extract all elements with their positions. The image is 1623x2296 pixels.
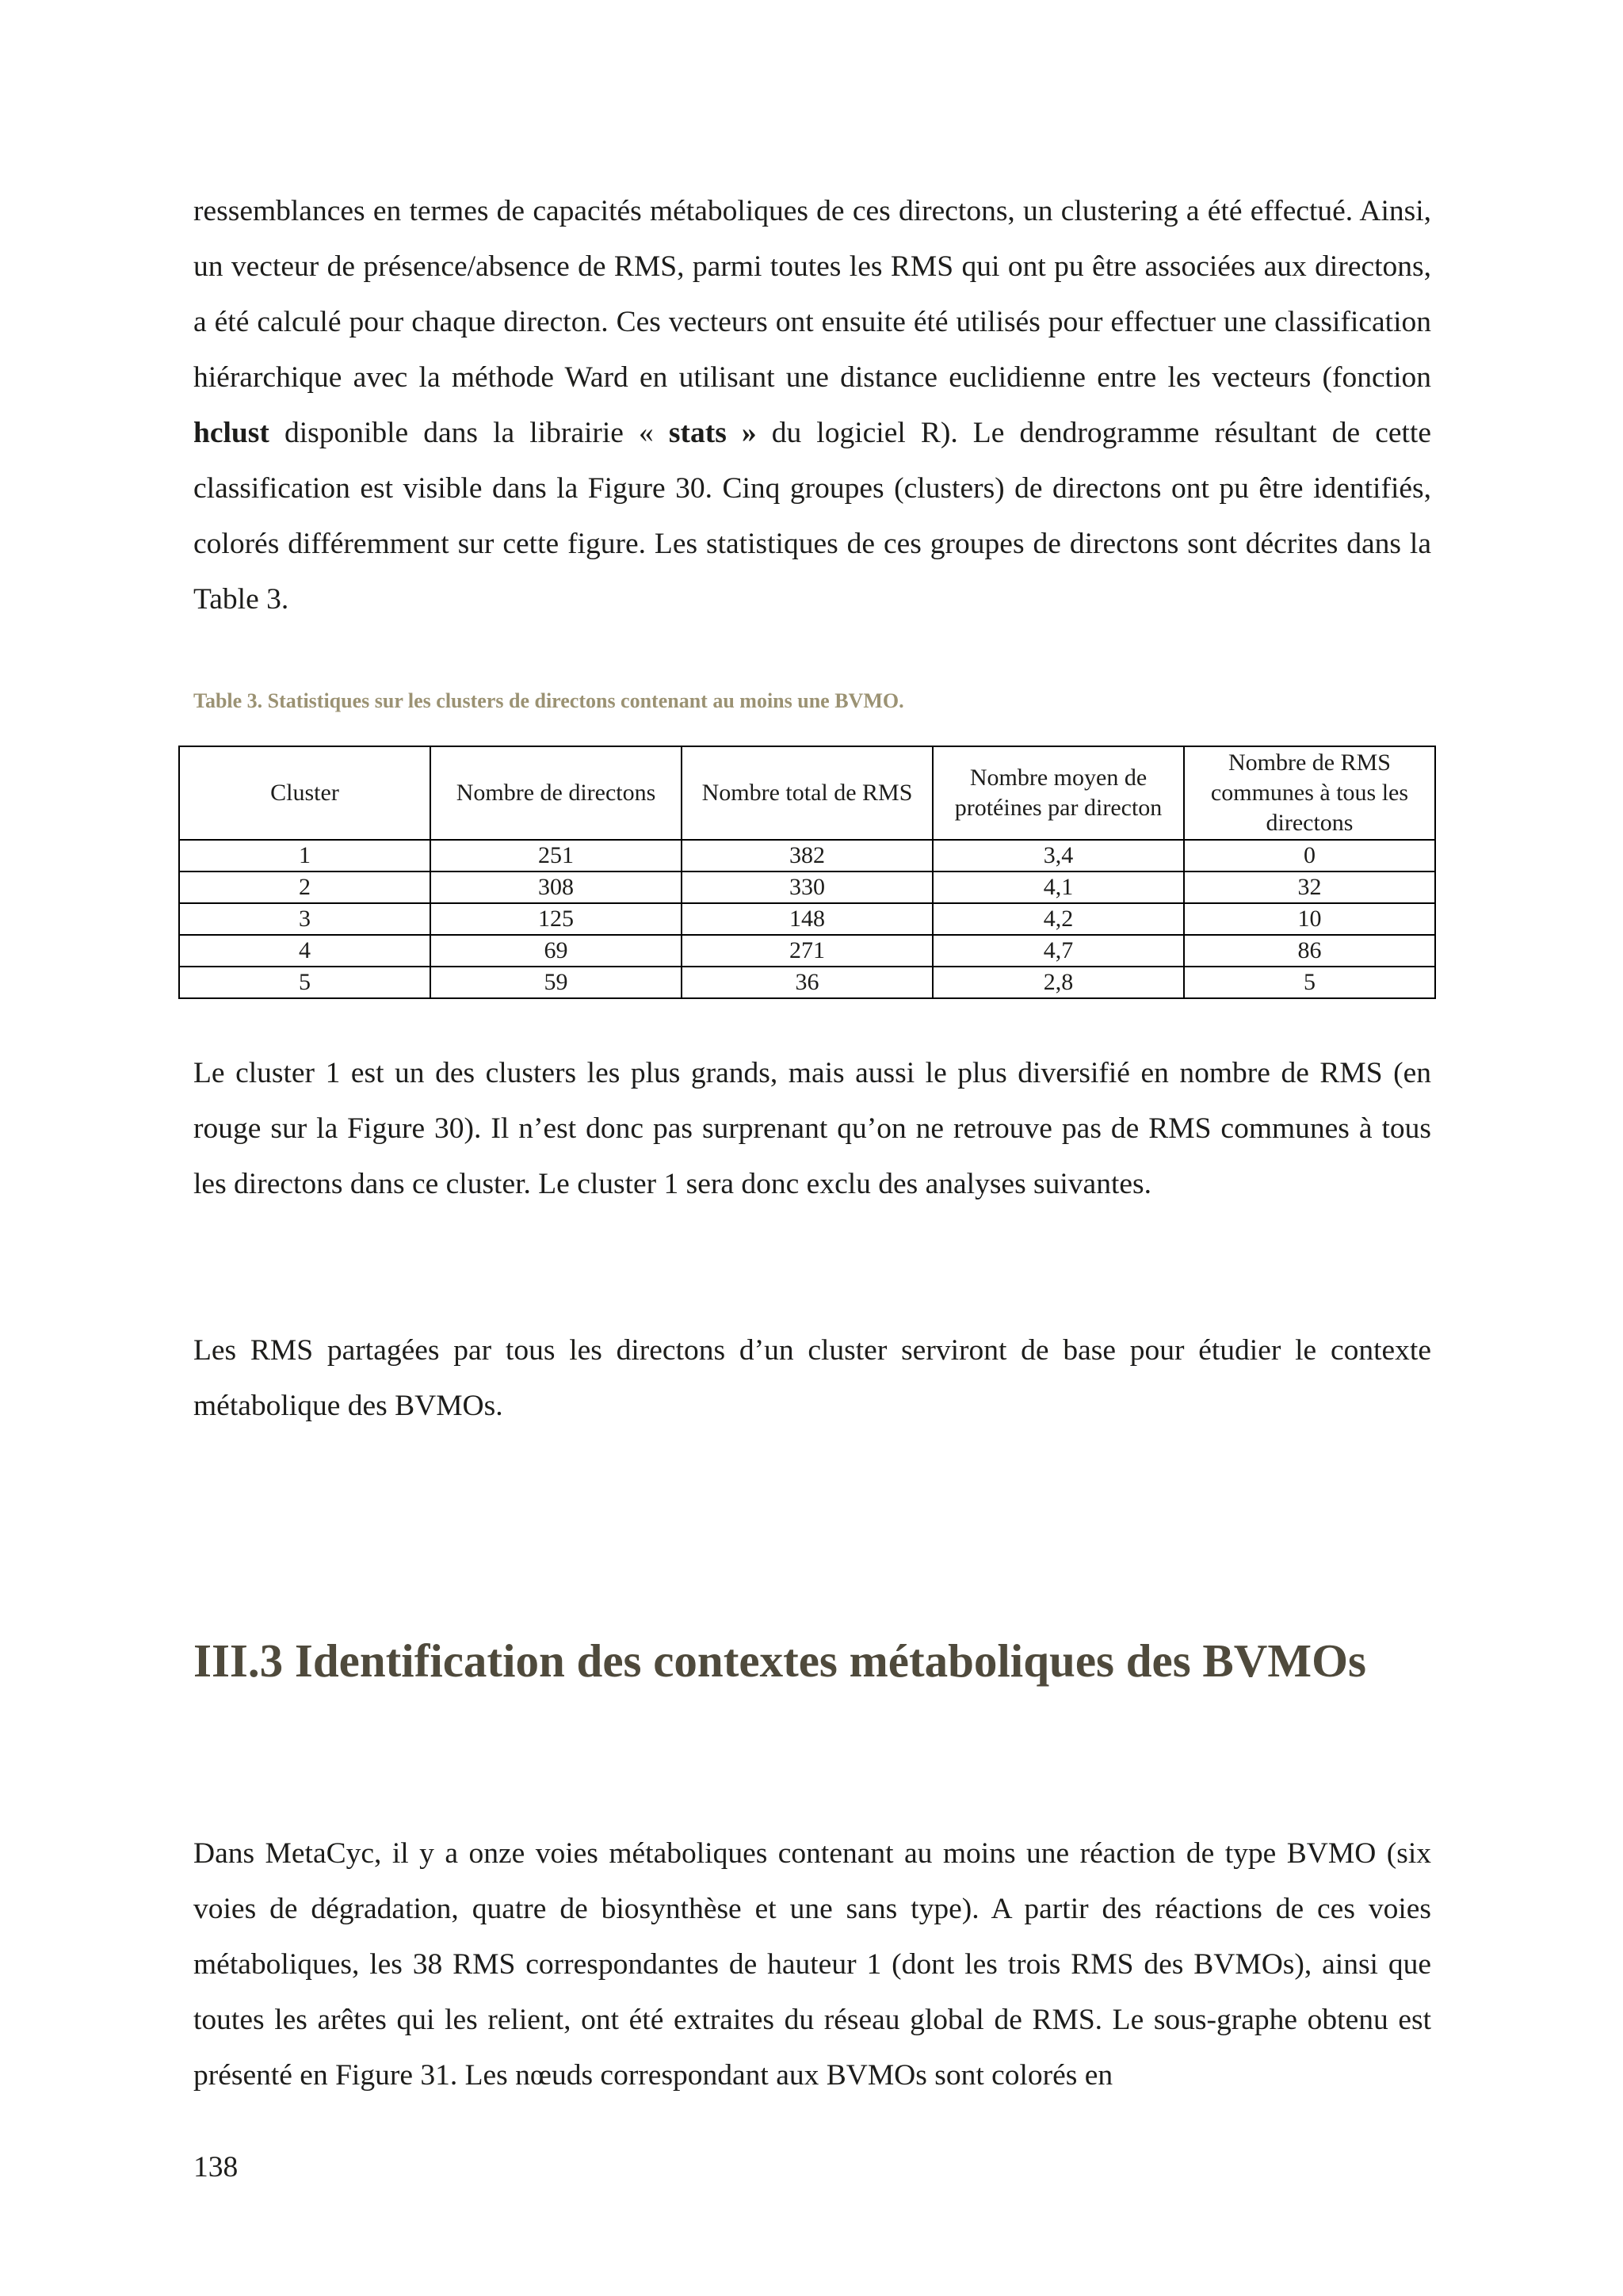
section-heading: III.3 Identification des contextes métaboliques des BVMOs [193, 1634, 1366, 1687]
table-cell: 251 [430, 840, 682, 871]
header-cell: Nombre de RMS communes à tous les directons [1184, 746, 1435, 840]
page-number: 138 [193, 2151, 239, 2183]
table-cell: 3,4 [933, 840, 1184, 871]
paragraph-text: disponible dans la librairie « [269, 417, 669, 449]
table-cell: 32 [1184, 871, 1435, 903]
paragraph-clustering-method [193, 184, 1431, 627]
table-cell: 148 [682, 903, 933, 935]
table-cell: 4,1 [933, 871, 1184, 903]
table-cell: 10 [1184, 903, 1435, 935]
paragraph-text: du logiciel R). Le dendrogramme résultant de cette classification est visible dans la Figure 30. Cinq groupes (clusters) de directons ont pu être identifiés, colorés différemment sur cette figure. Les statistiques de ces groupes de directons sont décrites dans la Table 3. [193, 417, 1431, 616]
table-cell: 86 [1184, 935, 1435, 967]
function-name-hclust: hclust [193, 417, 269, 449]
table-row [179, 967, 1435, 998]
table-cell: 125 [430, 903, 682, 935]
paragraph-metacyc: Dans MetaCyc, il y a onze voies métaboliques contenant au moins une réaction de type BVMO (six voies de dégradation, quatre de biosynthèse et une sans type). A partir des réactions de ces voies métaboliques, les 38 RMS correspondantes de hauteur 1 (dont les trois RMS des BVMOs), ainsi que toutes les arêtes qui les relient, ont été extraites du réseau global de RMS. Le sous-graphe obtenu est présenté en Figure 31. Les nœuds correspondant aux BVMOs sont colorés en [193, 1837, 1431, 2092]
table-cell: 36 [682, 967, 933, 998]
header-cell: Nombre total de RMS [682, 746, 933, 840]
paragraph-text: ressemblances en termes de capacités métaboliques de ces directons, un clustering a été effectué. Ainsi, un vecteur de présence/absence de RMS, parmi toutes les RMS qui ont pu être associées aux directons, a été calculé pour chaque directon. Ces vecteurs ont ensuite été utilisés pour effectuer une classification hiérarchique avec la méthode Ward en utilisant une distance euclidienne entre les vecteurs (fonction [193, 195, 1431, 394]
table-cell: 69 [430, 935, 682, 967]
table-cell: 4,7 [933, 935, 1184, 967]
table-caption: Table 3. Statistiques sur les clusters de directons contenant au moins une BVMO. [193, 689, 904, 712]
table-cell: 330 [682, 871, 933, 903]
table-row [179, 935, 1435, 967]
table-cell: 4 [179, 935, 430, 967]
table-cell: 2 [179, 871, 430, 903]
table-cell: 0 [1184, 840, 1435, 871]
paragraph-shared-rms: Les RMS partagées par tous les directons d’un cluster serviront de base pour étudier le contexte métabolique des BVMOs. [193, 1334, 1431, 1422]
table-cell: 4,2 [933, 903, 1184, 935]
table-cell: 1 [179, 840, 430, 871]
table-cell: 308 [430, 871, 682, 903]
header-cell: Nombre moyen de protéines par directon [933, 746, 1184, 840]
table-cell: 2,8 [933, 967, 1184, 998]
header-cell: Nombre de directons [430, 746, 682, 840]
table-row [179, 840, 1435, 871]
library-name-stats: stats » [668, 417, 757, 449]
table-cell: 5 [179, 967, 430, 998]
table-row [179, 903, 1435, 935]
table-cell: 271 [682, 935, 933, 967]
table-cell: 59 [430, 967, 682, 998]
table-row [179, 871, 1435, 903]
header-cell: Cluster [179, 746, 430, 840]
table-cell: 5 [1184, 967, 1435, 998]
table-cell: 382 [682, 840, 933, 871]
table-header-row [179, 746, 1435, 840]
table-cell: 3 [179, 903, 430, 935]
cluster-statistics-table [178, 746, 1436, 999]
paragraph-cluster-one: Le cluster 1 est un des clusters les plus grands, mais aussi le plus diversifié en nombre de RMS (en rouge sur la Figure 30). Il n’est donc pas surprenant qu’on ne retrouve pas de RMS communes à tous les directons dans ce cluster. Le cluster 1 sera donc exclu des analyses suivantes. [193, 1057, 1431, 1200]
